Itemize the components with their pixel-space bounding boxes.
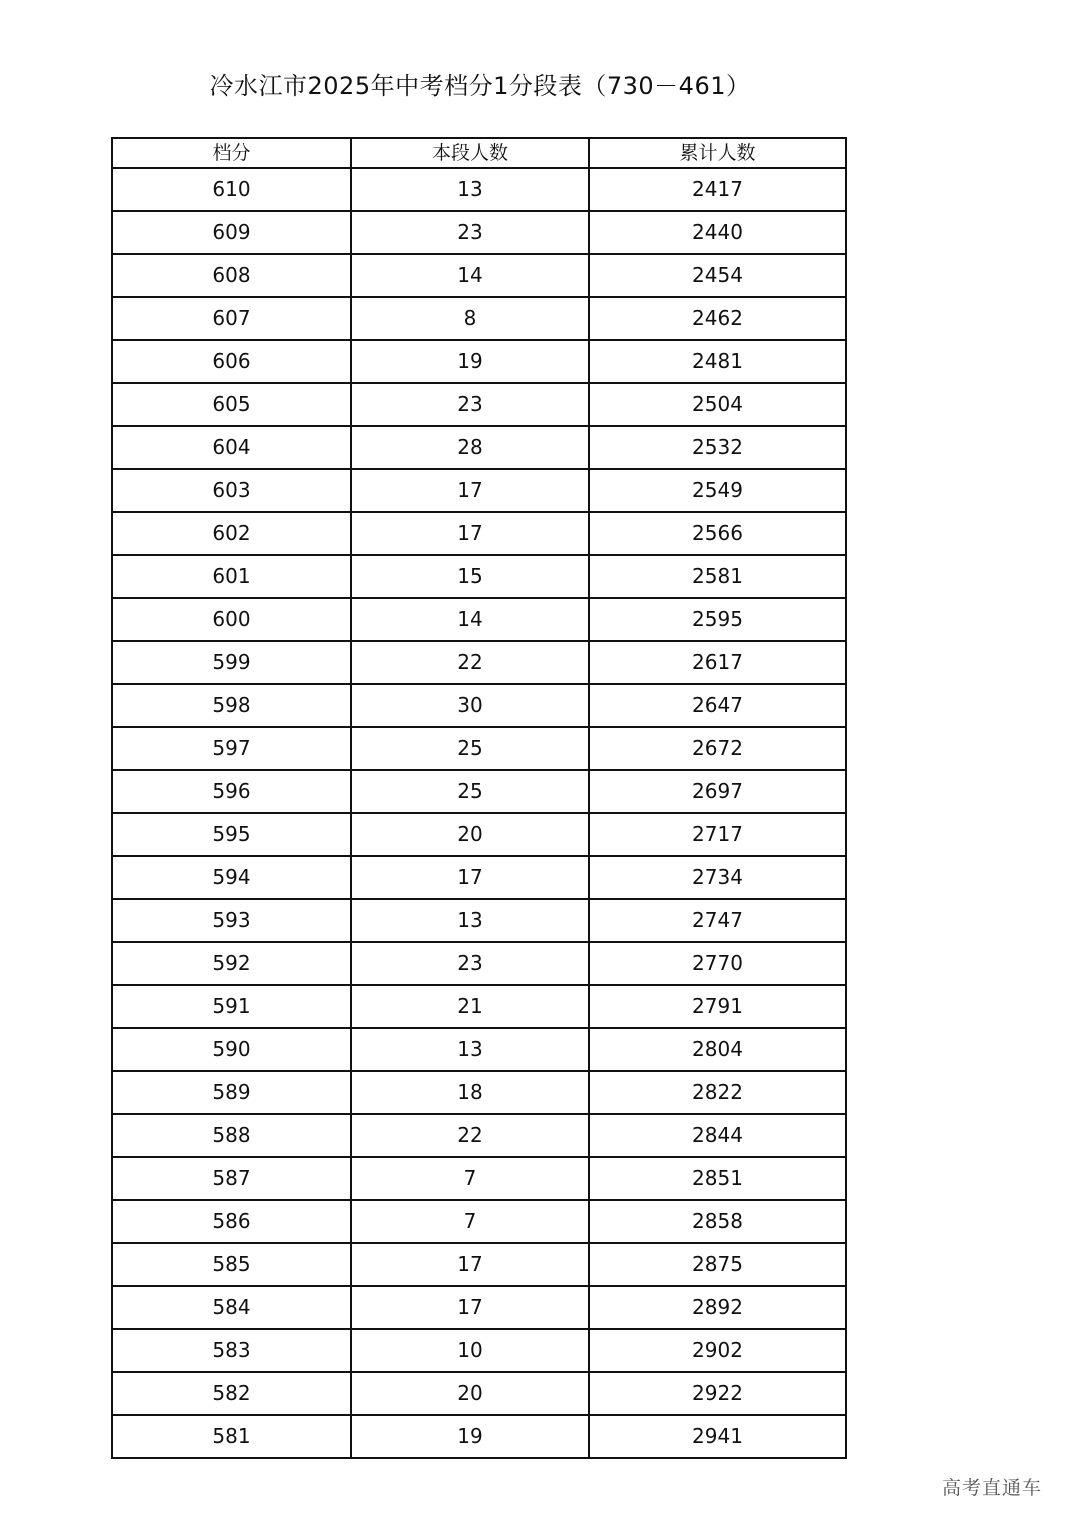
table-row (112, 297, 846, 340)
cell-count: 13 (351, 168, 589, 211)
table-row (112, 383, 846, 426)
cell-cumulative: 2672 (589, 727, 846, 770)
cell-count: 22 (351, 1114, 589, 1157)
cell-score: 588 (112, 1114, 351, 1157)
table-header-row (112, 138, 846, 168)
table-row (112, 469, 846, 512)
cell-cumulative: 2734 (589, 856, 846, 899)
cell-score: 585 (112, 1243, 351, 1286)
cell-cumulative: 2581 (589, 555, 846, 598)
table-row (112, 1200, 846, 1243)
cell-count: 23 (351, 211, 589, 254)
cell-cumulative: 2462 (589, 297, 846, 340)
cell-score: 598 (112, 684, 351, 727)
cell-score: 596 (112, 770, 351, 813)
table-row (112, 770, 846, 813)
cell-count: 25 (351, 727, 589, 770)
cell-score: 591 (112, 985, 351, 1028)
cell-score: 583 (112, 1329, 351, 1372)
cell-count: 13 (351, 899, 589, 942)
cell-cumulative: 2566 (589, 512, 846, 555)
table-row (112, 1243, 846, 1286)
cell-count: 23 (351, 942, 589, 985)
cell-count: 30 (351, 684, 589, 727)
cell-count: 17 (351, 1286, 589, 1329)
cell-count: 17 (351, 856, 589, 899)
cell-count: 7 (351, 1200, 589, 1243)
cell-count: 15 (351, 555, 589, 598)
cell-score: 605 (112, 383, 351, 426)
cell-cumulative: 2617 (589, 641, 846, 684)
table-row (112, 727, 846, 770)
cell-count: 14 (351, 598, 589, 641)
cell-count: 8 (351, 297, 589, 340)
table-row (112, 813, 846, 856)
table-row (112, 1071, 846, 1114)
cell-count: 21 (351, 985, 589, 1028)
cell-cumulative: 2851 (589, 1157, 846, 1200)
table-row (112, 856, 846, 899)
cell-count: 7 (351, 1157, 589, 1200)
cell-score: 600 (112, 598, 351, 641)
table-row (112, 942, 846, 985)
cell-count: 10 (351, 1329, 589, 1372)
cell-score: 606 (112, 340, 351, 383)
table-row (112, 1372, 846, 1415)
cell-cumulative: 2417 (589, 168, 846, 211)
cell-cumulative: 2747 (589, 899, 846, 942)
cell-score: 607 (112, 297, 351, 340)
cell-count: 20 (351, 813, 589, 856)
table-row (112, 1286, 846, 1329)
cell-cumulative: 2697 (589, 770, 846, 813)
cell-score: 608 (112, 254, 351, 297)
cell-cumulative: 2941 (589, 1415, 846, 1458)
cell-score: 597 (112, 727, 351, 770)
cell-cumulative: 2504 (589, 383, 846, 426)
cell-cumulative: 2595 (589, 598, 846, 641)
cell-score: 601 (112, 555, 351, 598)
table-row (112, 598, 846, 641)
cell-count: 17 (351, 1243, 589, 1286)
cell-cumulative: 2647 (589, 684, 846, 727)
cell-cumulative: 2440 (589, 211, 846, 254)
score-distribution-table (111, 137, 847, 1459)
cell-score: 609 (112, 211, 351, 254)
table-row (112, 555, 846, 598)
cell-count: 28 (351, 426, 589, 469)
cell-cumulative: 2822 (589, 1071, 846, 1114)
cell-cumulative: 2481 (589, 340, 846, 383)
cell-count: 18 (351, 1071, 589, 1114)
cell-score: 604 (112, 426, 351, 469)
cell-cumulative: 2902 (589, 1329, 846, 1372)
cell-cumulative: 2922 (589, 1372, 846, 1415)
table-row (112, 340, 846, 383)
cell-cumulative: 2532 (589, 426, 846, 469)
page-title: 冷水江市2025年中考档分1分段表（730－461） (209, 72, 751, 100)
cell-cumulative: 2717 (589, 813, 846, 856)
cell-cumulative: 2858 (589, 1200, 846, 1243)
table-row (112, 1157, 846, 1200)
cell-count: 20 (351, 1372, 589, 1415)
table-row (112, 211, 846, 254)
header-score: 档分 (112, 138, 351, 168)
cell-score: 586 (112, 1200, 351, 1243)
cell-score: 602 (112, 512, 351, 555)
cell-cumulative: 2804 (589, 1028, 846, 1071)
table-row (112, 1415, 846, 1458)
cell-cumulative: 2875 (589, 1243, 846, 1286)
cell-cumulative: 2454 (589, 254, 846, 297)
cell-score: 581 (112, 1415, 351, 1458)
cell-count: 25 (351, 770, 589, 813)
cell-count: 19 (351, 1415, 589, 1458)
table-row (112, 426, 846, 469)
cell-score: 610 (112, 168, 351, 211)
table-row (112, 641, 846, 684)
table-row (112, 1329, 846, 1372)
cell-count: 23 (351, 383, 589, 426)
cell-cumulative: 2770 (589, 942, 846, 985)
table-row (112, 168, 846, 211)
cell-count: 17 (351, 469, 589, 512)
cell-count: 14 (351, 254, 589, 297)
cell-score: 599 (112, 641, 351, 684)
table-row (112, 254, 846, 297)
cell-score: 594 (112, 856, 351, 899)
cell-score: 592 (112, 942, 351, 985)
table-row (112, 899, 846, 942)
cell-cumulative: 2791 (589, 985, 846, 1028)
header-cumulative: 累计人数 (589, 138, 846, 168)
cell-score: 589 (112, 1071, 351, 1114)
cell-count: 17 (351, 512, 589, 555)
watermark: 高考直通车 (942, 1477, 1043, 1499)
cell-cumulative: 2549 (589, 469, 846, 512)
cell-score: 595 (112, 813, 351, 856)
table-row (112, 1028, 846, 1071)
table-row (112, 985, 846, 1028)
header-count: 本段人数 (351, 138, 589, 168)
table-row (112, 512, 846, 555)
cell-score: 584 (112, 1286, 351, 1329)
table-body (112, 168, 846, 1458)
cell-count: 13 (351, 1028, 589, 1071)
cell-count: 22 (351, 641, 589, 684)
cell-cumulative: 2892 (589, 1286, 846, 1329)
cell-score: 603 (112, 469, 351, 512)
cell-score: 582 (112, 1372, 351, 1415)
cell-score: 587 (112, 1157, 351, 1200)
cell-score: 593 (112, 899, 351, 942)
table-row (112, 1114, 846, 1157)
cell-count: 19 (351, 340, 589, 383)
table-row (112, 684, 846, 727)
cell-cumulative: 2844 (589, 1114, 846, 1157)
cell-score: 590 (112, 1028, 351, 1071)
